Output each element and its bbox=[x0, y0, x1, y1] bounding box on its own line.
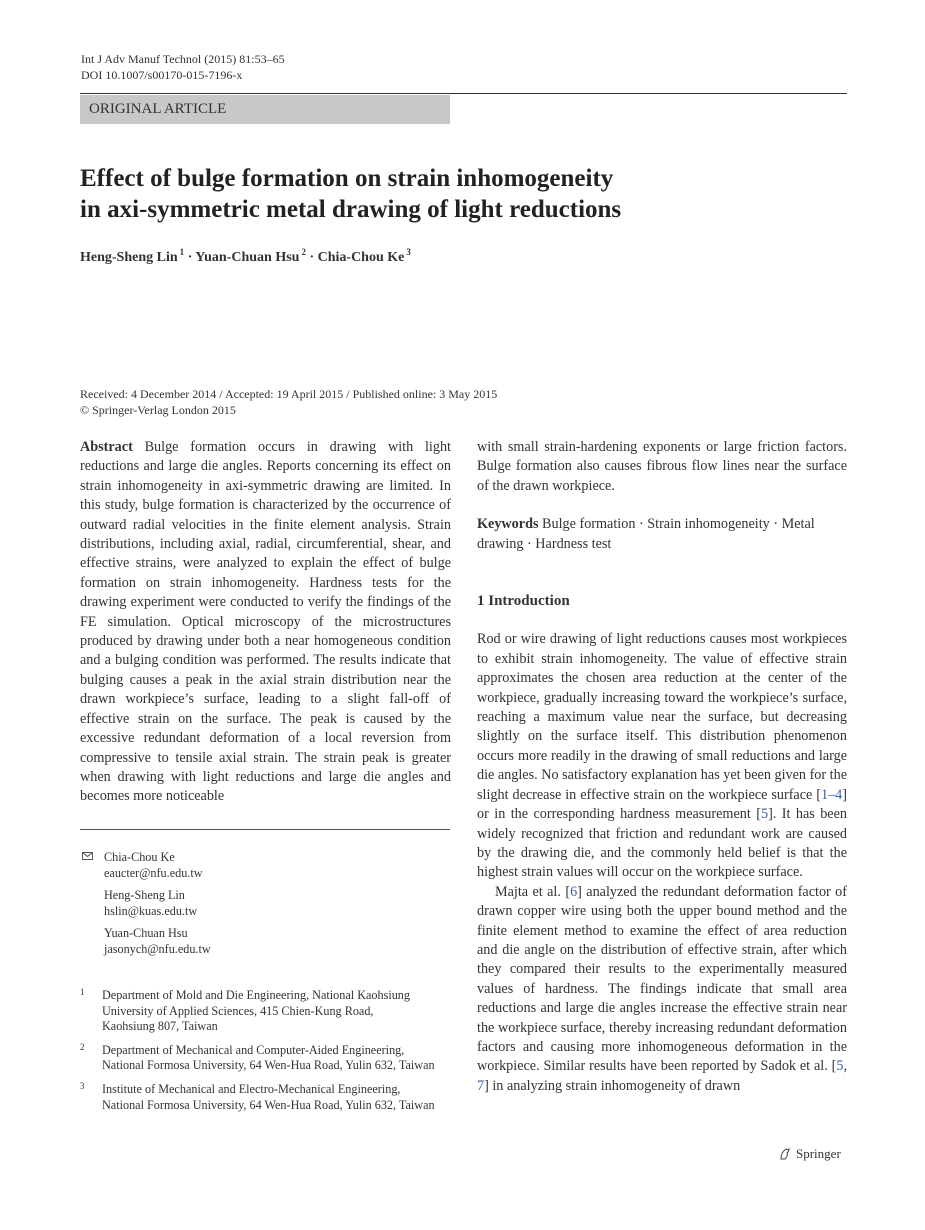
copyright: © Springer-Verlag London 2015 bbox=[80, 403, 236, 417]
title-line-2: in axi-symmetric metal drawing of light reductions bbox=[80, 196, 622, 223]
affiliation-number: 1 bbox=[80, 987, 85, 997]
affiliation-line: Kaohsiung 807, Taiwan bbox=[102, 1019, 218, 1034]
affiliation bbox=[80, 1082, 455, 1113]
abstract-text: Bulge formation occurs in drawing with light reductions and large die angles. Reports concerning its effect on strain inhomogeneity in axi-symmetric drawing are limited. In this study, bulge formation is characterized by the occurrence of outward radial velocities in the finite element analysis. Strain distributions, including axial, radial, circumferential, shear, and effective strains, were analyzed to explain the effect of bulge formation on strain inhomogeneity. Hardness tests for the drawing experiment were conducted to verify the findings of the FE simulation. Optical microscopy of the microstructures produced by drawing under both a near homogeneous condition and a bulging condition was performed. The results indicate that bulging causes a peak in the axial strain distribution near the drawn workpiece’s surface, leading to a slight fall-off of effective strain on the surface. The peak is caused by the excessive redundant deformation of a local reversion from compressive to tensile axial strain. The strain peak is greater when drawing with light reductions and large die angles and becomes more noticeable bbox=[80, 439, 451, 805]
publisher-logo bbox=[778, 1146, 841, 1162]
citation-link[interactable]: 5 bbox=[836, 1058, 844, 1075]
paper-title bbox=[80, 163, 780, 225]
author-list bbox=[80, 247, 411, 266]
right-column bbox=[477, 438, 847, 1096]
contact-entry bbox=[104, 888, 450, 919]
section-heading-introduction: 1 Introduction bbox=[477, 593, 570, 610]
citation-link[interactable]: 7 bbox=[477, 1077, 485, 1094]
intro-paragraph-1 bbox=[477, 630, 847, 882]
intro-text: ] in analyzing strain inhomogeneity of drawn bbox=[484, 1077, 741, 1094]
abstract-continuation: with small strain-hardening exponents or large friction factors. Bulge formation also causes fibrous flow lines near the surface of the drawn workpiece. bbox=[477, 439, 847, 494]
affiliation-line: University of Applied Sciences, 415 Chien-Kung Road, bbox=[102, 1003, 374, 1018]
contact-name: Yuan-Chuan Hsu bbox=[104, 926, 188, 941]
contact-email[interactable]: hslin@kuas.edu.tw bbox=[104, 903, 198, 918]
citation-link[interactable]: 1–4 bbox=[820, 786, 843, 803]
journal-citation: Int J Adv Manuf Technol (2015) 81:53–65 bbox=[81, 52, 285, 66]
contact-list bbox=[80, 850, 450, 965]
abstract-column bbox=[80, 438, 451, 807]
intro-paragraph-2 bbox=[477, 883, 847, 1096]
affiliation bbox=[80, 1043, 455, 1074]
affiliation-line: Department of Mechanical and Computer-Aided Engineering, bbox=[102, 1042, 405, 1057]
affiliation-line: National Formosa University, 64 Wen-Hua Road, Yulin 632, Taiwan bbox=[102, 1058, 435, 1073]
abstract-label: Abstract bbox=[80, 439, 133, 455]
article-type-banner: ORIGINAL ARTICLE bbox=[80, 95, 450, 124]
affiliation-number: 3 bbox=[80, 1080, 85, 1091]
keywords-text: Bulge formation · Strain inhomogeneity · Metal drawing · Hardness test bbox=[477, 516, 815, 552]
citation-link[interactable]: 6 bbox=[570, 883, 578, 900]
intro-text: ] analyzed the redundant deformation factor of drawn copper wire using both the upper bound method and the finite element method to examine the effect of area reduction and die angle on the distribution of effective strain, after which they compared their results to the experimentally measured values of hardness. The findings indicate that small area reductions and large die angles increase the effective strain near the workpiece surface, thereby increasing redundant deformation factors and causing more inhomogeneous deformation in the workpiece. Similar results have been reported by Sadok et al. [ bbox=[477, 883, 848, 1075]
author-affil-mark: 3 bbox=[406, 247, 411, 257]
contact-name: Heng-Sheng Lin bbox=[104, 888, 185, 903]
abstract bbox=[80, 438, 451, 807]
citation-separator: , bbox=[843, 1058, 847, 1075]
journal-header bbox=[81, 51, 285, 83]
affiliation bbox=[80, 988, 455, 1035]
affiliation-line: National Formosa University, 64 Wen-Hua Road, Yulin 632, Taiwan bbox=[102, 1097, 435, 1112]
author-separator: · bbox=[187, 250, 193, 265]
date-history: Received: 4 December 2014 / Accepted: 19 April 2015 / Published online: 3 May 2015 bbox=[80, 387, 498, 401]
author-name[interactable]: Heng-Sheng Lin bbox=[80, 250, 178, 265]
keywords bbox=[477, 515, 847, 554]
intro-text: Rod or wire drawing of light reductions causes most workpieces to exhibit strain inhomogeneity. The value of effective strain approximates the chosen area reduction at the center of the workpiece, gradually increasing toward the workpiece’s surface, reaching a maximum value near the surface, but decreasing slightly on the surface itself. This distribution phenomenon occurs more readily in the drawing of small reductions and large die angles. No satisfactory explanation has yet been given for the slight decrease in effective strain on the workpiece surface [ bbox=[477, 631, 847, 803]
envelope-icon bbox=[82, 852, 93, 860]
intro-text: Majta et al. [ bbox=[495, 883, 571, 900]
intro-text: ]. It has been widely recognized that friction and redundant work are caused by the drawing die, and the commonly held belief is that the highest strain values will occur on the workpiece surface. bbox=[477, 806, 847, 881]
title-line-1: Effect of bulge formation on strain inhomogeneity bbox=[80, 165, 614, 192]
springer-horse-icon bbox=[778, 1147, 792, 1161]
contact-entry bbox=[104, 926, 450, 957]
footnote-rule bbox=[80, 829, 450, 830]
citation-link[interactable]: 5 bbox=[760, 806, 769, 823]
doi: DOI 10.1007/s00170-015-7196-x bbox=[81, 68, 243, 82]
intro-text: ] or in the corresponding hardness measurement [ bbox=[477, 786, 847, 823]
affiliation-list bbox=[80, 988, 455, 1121]
author-name[interactable]: Yuan-Chuan Hsu bbox=[195, 250, 300, 265]
affiliation-number: 2 bbox=[80, 1041, 85, 1052]
author-affil-mark: 2 bbox=[301, 247, 306, 257]
affiliation-line: Department of Mold and Die Engineering, National Kaohsiung bbox=[102, 988, 410, 1002]
header-rule bbox=[80, 93, 847, 94]
publisher-name: Springer bbox=[796, 1146, 841, 1161]
author-affil-mark: 1 bbox=[179, 247, 185, 257]
publication-dates bbox=[80, 386, 497, 418]
contact-email[interactable]: jasonych@nfu.edu.tw bbox=[104, 941, 211, 956]
affiliation-line: Institute of Mechanical and Electro-Mechanical Engineering, bbox=[102, 1081, 401, 1096]
author-separator: · bbox=[309, 250, 315, 265]
contact-email[interactable]: eaucter@nfu.edu.tw bbox=[104, 865, 203, 880]
author-name[interactable]: Chia-Chou Ke bbox=[317, 250, 405, 265]
contact-name: Chia-Chou Ke bbox=[104, 850, 175, 864]
contact-entry bbox=[104, 850, 450, 881]
keywords-label: Keywords bbox=[477, 516, 539, 533]
